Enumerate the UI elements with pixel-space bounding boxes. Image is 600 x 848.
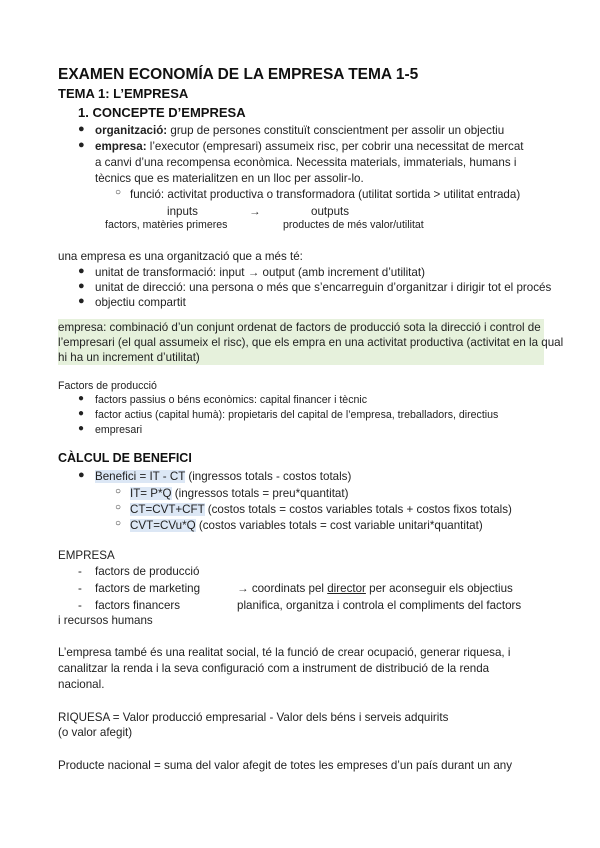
social-line-3: nacional. (58, 678, 105, 691)
dash: - (78, 599, 82, 612)
inputs-label: inputs (167, 205, 198, 218)
benefici-highlight: Benefici = IT - CT (95, 470, 186, 483)
it-formula (130, 486, 348, 501)
empresa-text-3: tècnics que es materialitzen en un lloc per assolir-lo. (95, 172, 364, 185)
definition-line-1: empresa: combinació d’un conjunt ordenat de factors de producció sota la direcció i control de (58, 321, 541, 334)
term-empresa: empresa: (95, 140, 147, 153)
org-intro: una empresa es una organització que a més té: (58, 250, 303, 263)
term-organitzacio: organització: (95, 124, 168, 137)
cvt-desc: (costos variables totals = cost variable unitari*quantitat) (195, 519, 483, 532)
hollow-bullet: ○ (115, 187, 122, 198)
productes-caption: productes de més valor/utilitat (283, 219, 424, 231)
producte-nacional: Producte nacional = suma del valor afegit de totes les empreses d’un país durant un any (58, 759, 513, 772)
outputs-label: outputs (311, 205, 350, 218)
factors-heading: Factors de producció (58, 380, 157, 392)
cvt-highlight: CVT=CVu*Q (130, 519, 196, 532)
planifica-text: planifica, organitza i controla el compliments del factors (237, 599, 522, 612)
funcio-text: funció: activitat productiva o transformadora (utilitat sortida > utilitat entrada) (130, 188, 521, 201)
org-item-3: objectiu compartit (95, 296, 186, 309)
bullet-dot: ● (78, 393, 85, 404)
benefici-desc: (ingressos totals - costos totals) (185, 470, 352, 483)
empresa-text-2: a canvi d’una recompensa econòmica. Necessita materials, immaterials, humans i (95, 156, 517, 169)
arrow-icon: → (249, 205, 261, 218)
bullet-empresa-line1 (95, 139, 524, 154)
organitzacio-text: grup de persones constituït conscientment per assolir un objectiu (167, 124, 505, 137)
bullet-dot: ● (78, 469, 85, 481)
empresa-heading: EMPRESA (58, 549, 115, 562)
dash: - (78, 565, 82, 578)
bullet-organitzacio (95, 123, 504, 138)
hollow-bullet: ○ (115, 486, 122, 497)
tema-heading: TEMA 1: L’EMPRESA (58, 86, 189, 101)
hollow-bullet: ○ (115, 502, 122, 513)
bullet-dot: ● (78, 408, 85, 419)
bullet-dot: ● (78, 265, 85, 277)
definition-line-3: hi ha un increment d’utilitat) (58, 351, 200, 364)
factors-item-1: factors passius o béns econòmics: capital financer i tècnic (95, 394, 368, 406)
director-underlined: director (327, 582, 366, 595)
coordinats-post: per aconseguir els objectius (365, 582, 513, 595)
empresa-text-1: l’executor (empresari) assumeix risc, per cobrir una necessitat de mercat (146, 140, 524, 153)
empresa-item-1: factors de producció (95, 565, 200, 578)
bullet-dot: ● (78, 123, 85, 135)
bullet-dot: ● (78, 139, 85, 151)
empresa-item-2: factors de marketing (95, 582, 201, 595)
cvt-formula (130, 518, 483, 533)
bullet-dot: ● (78, 423, 85, 434)
dash: - (78, 582, 82, 595)
benefici-formula (95, 469, 351, 484)
recursos-text: i recursos humans (58, 614, 153, 627)
factors-caption: factors, matèries primeres (105, 219, 228, 231)
ct-formula (130, 502, 512, 517)
org-item-2: unitat de direcció: una persona o més que s’encarreguin d’organitzar i dirigir tot el procés (95, 281, 552, 294)
empresa-item-3: factors financers (95, 599, 181, 612)
bullet-dot: ● (78, 295, 85, 307)
org-item-1: unitat de transformació: input → output (amb increment d’utilitat) (95, 266, 425, 279)
hollow-bullet: ○ (115, 518, 122, 529)
it-desc: (ingressos totals = preu*quantitat) (171, 487, 349, 500)
social-line-2: canalitzar la renda i la seva configuració com a instrument de distribució de la renda (58, 662, 490, 675)
valor-afegit: (o valor afegit) (58, 726, 133, 739)
it-highlight: IT= P*Q (130, 487, 172, 500)
document-title: EXAMEN ECONOMÍA DE LA EMPRESA TEMA 1-5 (58, 66, 419, 83)
calc-heading: CÀLCUL DE BENEFICI (58, 451, 192, 465)
social-line-1: L’empresa també és una realitat social, té la funció de crear ocupació, generar riquesa, i (58, 646, 511, 659)
riquesa-formula: RIQUESA = Valor producció empresarial - Valor dels béns i serveis adquirits (58, 711, 449, 724)
section-heading-concepte: 1. CONCEPTE D’EMPRESA (78, 105, 246, 120)
ct-highlight: CT=CVT+CFT (130, 503, 205, 516)
factors-item-3: empresari (95, 424, 143, 436)
coordinats-text (237, 581, 513, 596)
definition-line-2: l’empresari (el qual assumeix el risc), que els empra en una activitat productiva (activitat en la qual (58, 336, 564, 349)
ct-desc: (costos totals = costos variables totals + costos fixos totals) (204, 503, 512, 516)
factors-item-2: factor actius (capital humà): propietaris del capital de l’empresa, treballadors, directius (95, 409, 499, 421)
bullet-dot: ● (78, 280, 85, 292)
coordinats-pre: → coordinats pel (237, 582, 328, 595)
